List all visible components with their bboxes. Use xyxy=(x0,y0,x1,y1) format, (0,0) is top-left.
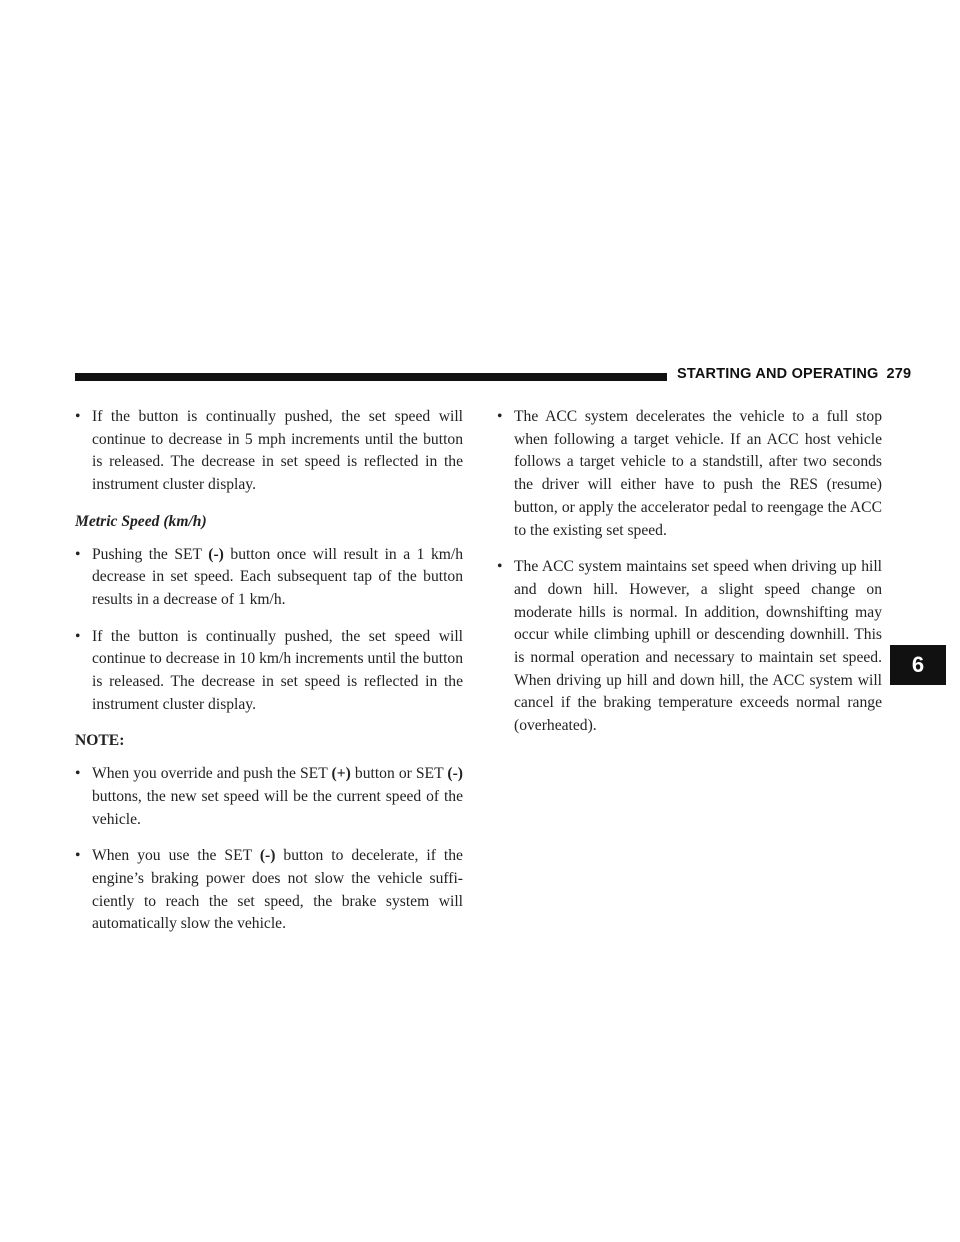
list-item xyxy=(75,544,463,612)
list-item-text: buttons, the new set speed will be the current speed of the vehicle. xyxy=(92,787,463,828)
list-item-text: The ACC system decelerates the vehicle to a full stop when following a target vehicle. If an ACC host vehicle follows a target vehicle to a standstill, after two seconds the driver will either have to push the RES (resume) button, or apply the accelerator pedal to reengage the ACC to the existing set speed. xyxy=(514,408,882,539)
bullet-glyph: • xyxy=(75,545,81,563)
list-item-text: When you use the SET xyxy=(92,847,252,865)
note-label: NOTE: xyxy=(75,732,125,750)
button-symbol: (-) xyxy=(447,765,463,783)
section-title: STARTING AND OPERATING xyxy=(677,366,879,382)
running-header xyxy=(677,366,911,382)
list-item xyxy=(75,763,463,831)
list-item-text: The ACC system maintains set speed when driving up hill and down hill. However, a slight speed change on moderate hills is normal. In addition, downshifting may occur while climbing uphill or descending downhill. This is normal operation and necessary to maintain set speed. When driving up hill and down hill, the ACC system will cancel if the braking temperature exceeds normal range (overheated). xyxy=(514,558,882,735)
list-item-text: button or SET xyxy=(354,765,444,783)
bullet-glyph: • xyxy=(75,847,81,865)
page-number: 279 xyxy=(886,366,912,382)
list-item-text: If the button is continually pushed, the set speed will continue to decrease in 10 km/h increments until the button is released. The decrease in set speed is reflected in the instrument cluster display. xyxy=(92,627,463,713)
button-symbol: (+) xyxy=(331,765,351,783)
bullet-glyph: • xyxy=(497,408,503,425)
bullet-glyph: • xyxy=(75,408,81,425)
header-rule xyxy=(75,373,667,381)
list-item xyxy=(497,406,882,542)
list-item-text: button once will result in a 1 km/h decrease in set speed. Each subsequent tap of the button results in a decrease of 1 km/h. xyxy=(92,545,464,608)
button-symbol: (-) xyxy=(259,847,276,865)
list-item-text: If the button is continually pushed, the set speed will continue to decrease in 5 mph increments until the button is released. The decrease in set speed is reflected in the instrument cluster display. xyxy=(92,408,463,494)
chapter-tab: 6 xyxy=(890,645,946,685)
right-column xyxy=(497,406,882,752)
list-item xyxy=(75,626,463,717)
bullet-glyph: • xyxy=(497,558,503,576)
list-item xyxy=(75,406,463,497)
bullet-glyph: • xyxy=(75,627,81,645)
list-item xyxy=(75,845,463,936)
button-symbol: (-) xyxy=(208,545,224,563)
metric-speed-heading: Metric Speed (km/h) xyxy=(75,512,207,530)
list-item xyxy=(497,556,882,738)
bullet-glyph: • xyxy=(75,765,81,783)
left-column xyxy=(75,406,463,950)
list-item-text: Pushing the SET xyxy=(92,545,202,563)
list-item-text: button to decelerate, if the engine’s braking power does not slow the vehicle suffi- ciently to reach the set speed, the brake system will automatically slow the vehicle. xyxy=(92,847,463,933)
list-item-text: When you override and push the SET xyxy=(92,765,328,783)
